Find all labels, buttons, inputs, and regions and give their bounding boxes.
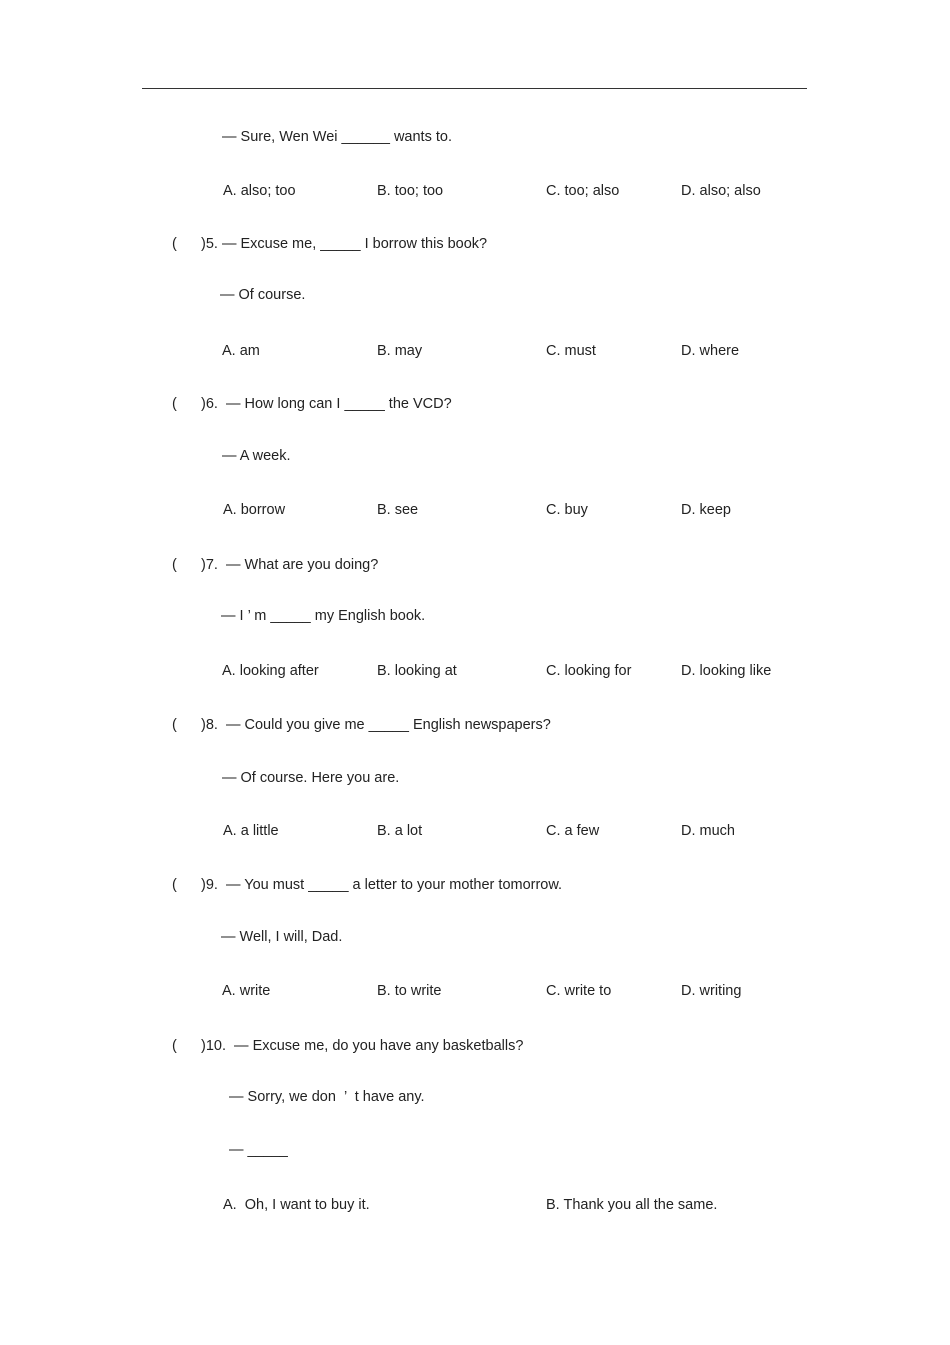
option-c: C. looking for <box>546 663 632 679</box>
answer-paren[interactable]: ( <box>172 717 177 733</box>
option-b: B. a lot <box>377 823 423 839</box>
answer-blank-line: — _____ <box>229 1142 288 1158</box>
question-text: )6. — How long can I _____ the VCD? <box>201 396 452 412</box>
answer-line: — Well, I will, Dad. <box>221 929 343 945</box>
question-text: )10. — Excuse me, do you have any basketballs? <box>201 1038 524 1054</box>
answer-line: — I ’ m _____ my English book. <box>221 608 426 624</box>
answer-line: — Sorry, we don ’ t have any. <box>229 1089 425 1105</box>
option-a: A. Oh, I want to buy it. <box>223 1197 370 1213</box>
option-a: A. a little <box>223 823 279 839</box>
option-d: D. much <box>681 823 735 839</box>
answer-paren[interactable]: ( <box>172 1038 177 1054</box>
option-a: A. borrow <box>223 502 286 518</box>
answer-line: — Of course. <box>220 287 306 303</box>
option-b: B. may <box>377 343 423 359</box>
header-rule <box>142 88 807 89</box>
question-text: )5. — Excuse me, _____ I borrow this book? <box>201 236 488 252</box>
option-c: C. must <box>546 343 596 359</box>
option-a: A. also; too <box>223 183 296 199</box>
option-d: D. also; also <box>681 183 761 199</box>
option-b: B. Thank you all the same. <box>546 1197 718 1213</box>
answer-line: — A week. <box>222 448 291 464</box>
question-text: )8. — Could you give me _____ English newspapers? <box>201 717 551 733</box>
answer-paren[interactable]: ( <box>172 557 177 573</box>
question-text: )9. — You must _____ a letter to your mother tomorrow. <box>201 877 563 893</box>
option-d: D. looking like <box>681 663 772 679</box>
option-d: D. where <box>681 343 740 359</box>
option-c: C. a few <box>546 823 600 839</box>
answer-paren[interactable]: ( <box>172 877 177 893</box>
option-a: A. am <box>222 343 260 359</box>
option-b: B. see <box>377 502 419 518</box>
answer-line: — Sure, Wen Wei ______ wants to. <box>222 129 452 145</box>
option-d: D. writing <box>681 983 742 999</box>
option-b: B. to write <box>377 983 442 999</box>
answer-paren[interactable]: ( <box>172 396 177 412</box>
answer-line: — Of course. Here you are. <box>222 770 400 786</box>
option-c: C. write to <box>546 983 612 999</box>
option-a: A. write <box>222 983 271 999</box>
option-a: A. looking after <box>222 663 319 679</box>
option-b: B. looking at <box>377 663 457 679</box>
option-c: C. too; also <box>546 183 620 199</box>
option-c: C. buy <box>546 502 588 518</box>
option-d: D. keep <box>681 502 731 518</box>
answer-paren[interactable]: ( <box>172 236 177 252</box>
option-b: B. too; too <box>377 183 444 199</box>
question-text: )7. — What are you doing? <box>201 557 379 573</box>
